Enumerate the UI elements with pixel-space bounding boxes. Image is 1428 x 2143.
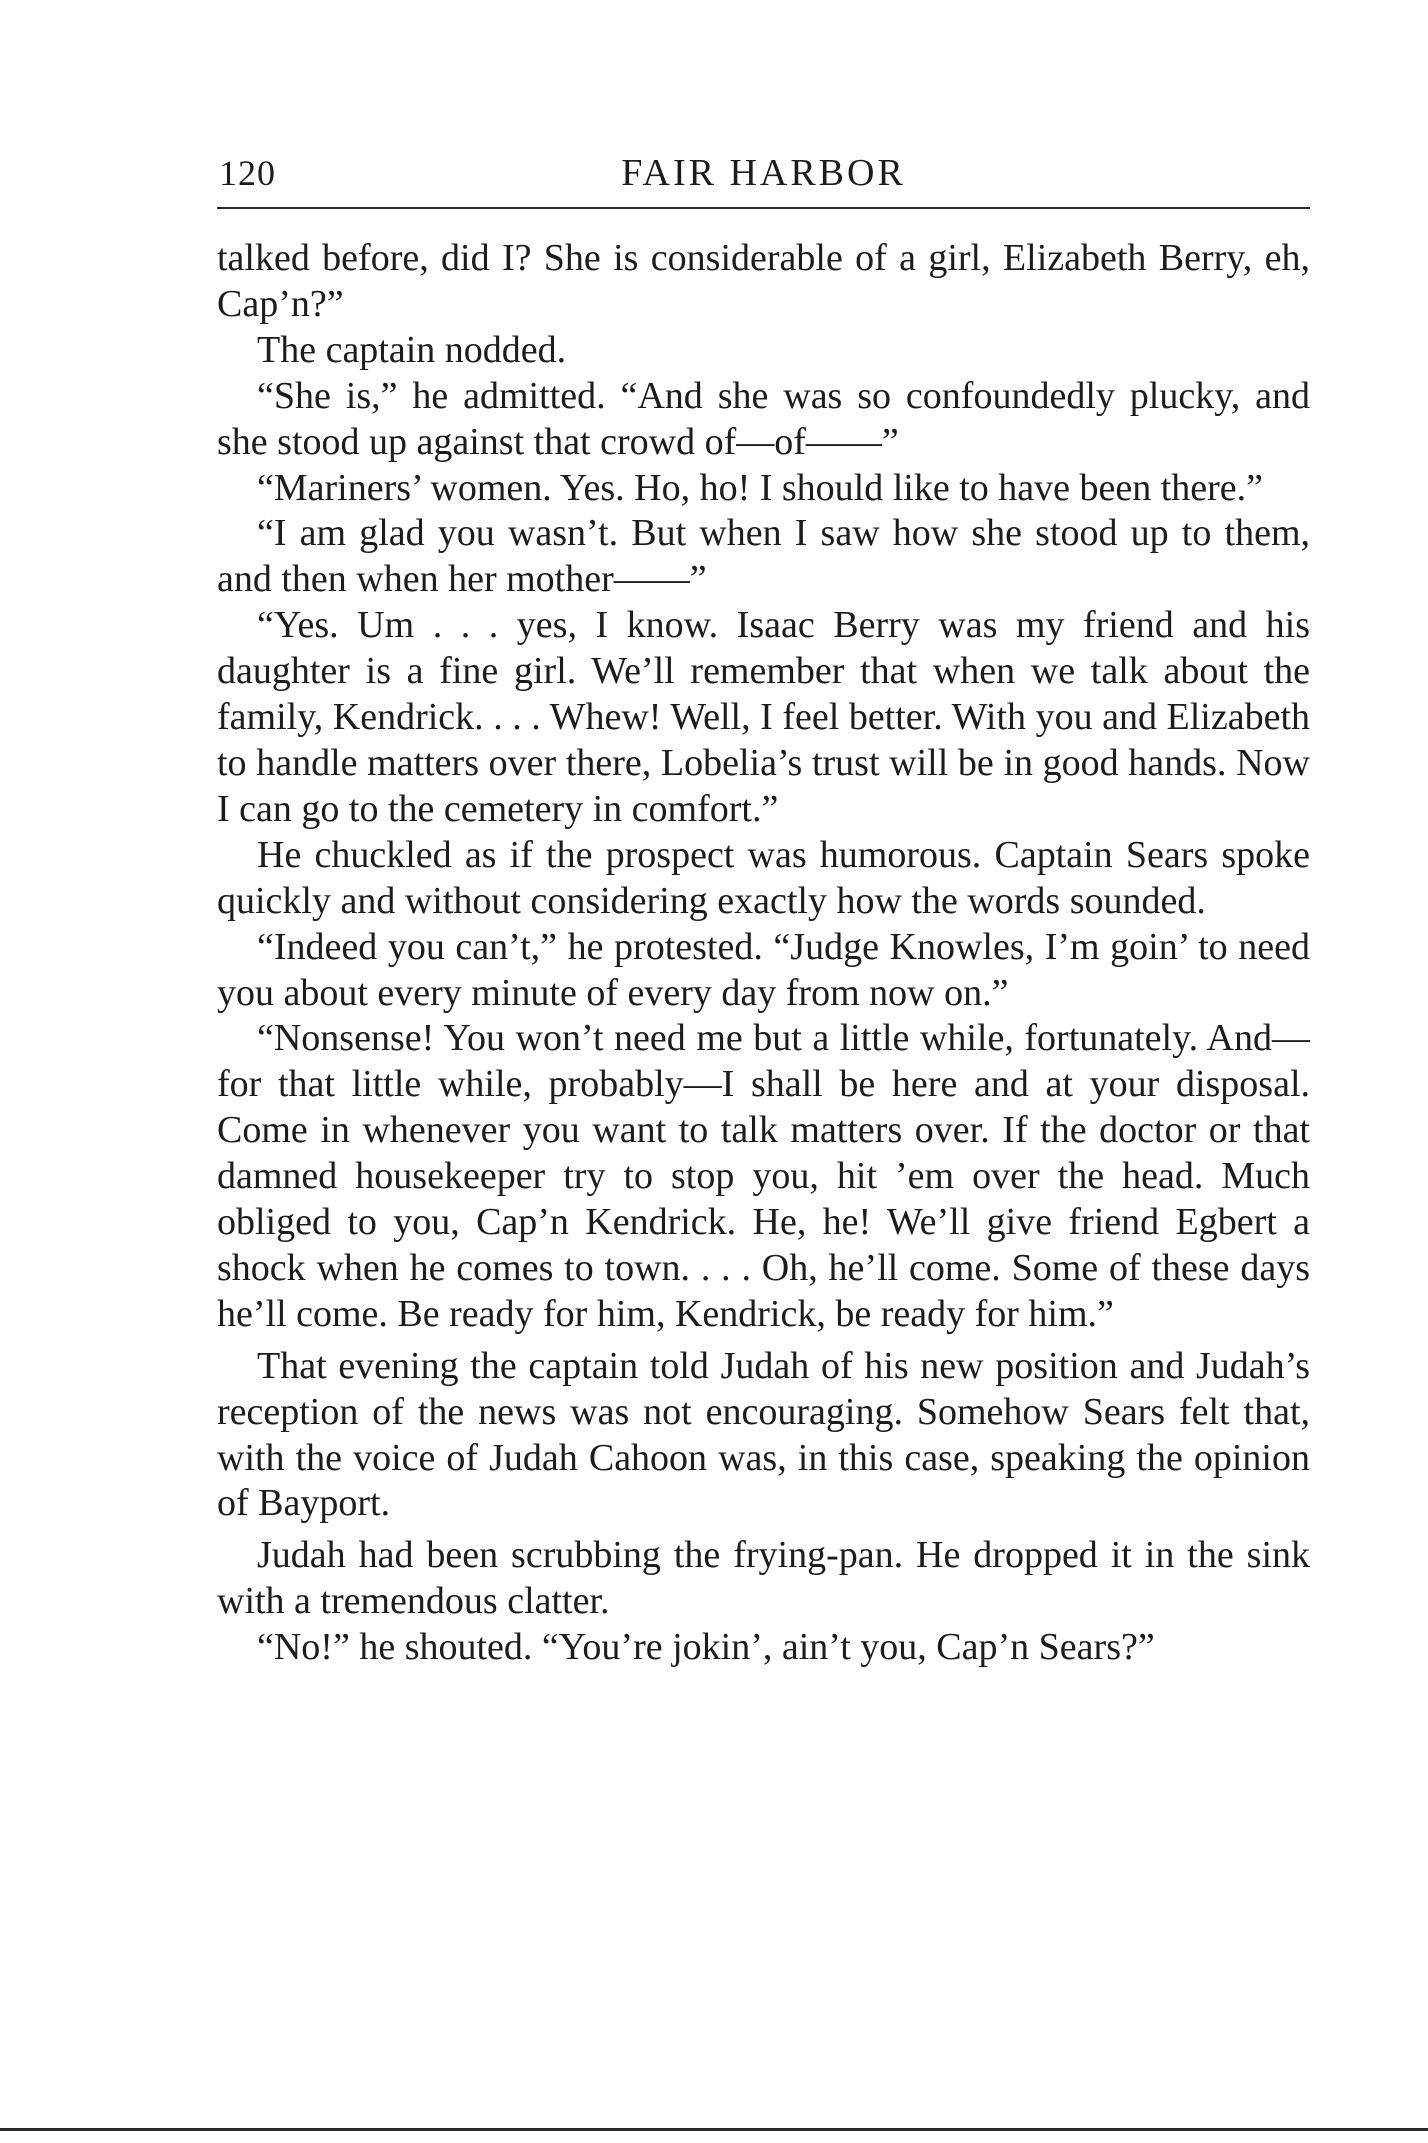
paragraph: “Yes. Um . . . yes, I know. Isaac Berry was my friend and his daughter is a fine girl. We’ll remember that when we talk about the family, Kendrick. . . . Whew! Well, I feel better. With you and Elizabeth to handle matters over there, Lobelia’s trust will be in good hands. Now I can go to the cemetery in comfort.” [217,604,1310,830]
page-header [217,148,1310,198]
paragraph: talked before, did I? She is considerable of a girl, Elizabeth Berry, eh, Cap’n?” [217,237,1310,325]
paragraph: That evening the captain told Judah of his new position and Judah’s reception of the news was not encouraging. Somehow Sears felt that, with the voice of Judah Cahoon was, in this case, speaking the opinion of Bayport. [217,1344,1310,1525]
paragraph: The captain nodded. [257,328,567,371]
paragraph: “Nonsense! You won’t need me but a little while, fortunately. And—for that little while, probably—I shall be here and at your disposal. Come in whenever you want to talk matters over. If the doctor or that damned housekeeper try to stop you, hit ’em over the head. Much obliged to you, Cap’n Kendrick. He, he! We’ll give friend Egbert a shock when he comes to town. . . . Oh, he’ll come. Some of these days he’ll come. Be ready for him, Kendrick, be ready for him.” [217,1017,1310,1335]
paragraph: “No!” he shouted. “You’re jokin’, ain’t you, Cap’n Sears?” [257,1626,1155,1669]
header-rule [217,207,1310,209]
paragraph: Judah had been scrubbing the frying-pan. He dropped it in the sink with a tremendous clatter. [217,1534,1310,1623]
paragraph: “I am glad you wasn’t. But when I saw how she stood up to them, and then when her mother——” [217,512,1310,601]
paragraph: “Mariners’ women. Yes. Ho, ho! I should like to have been there.” [257,466,1264,509]
running-title: FAIR HARBOR [621,152,906,194]
page-number: 120 [219,153,276,193]
paragraph: “Indeed you can’t,” he protested. “Judge Knowles, I’m goin’ to need you about every minute of every day from now on.” [217,925,1310,1014]
paragraph: “She is,” he admitted. “And she was so confoundedly plucky, and she stood up against that crowd of—of——” [217,374,1310,463]
page-edge-line [0,2128,1428,2131]
body-text [217,236,1310,1671]
paragraph: He chuckled as if the prospect was humorous. Captain Sears spoke quickly and without considering exactly how the words sounded. [217,833,1310,922]
